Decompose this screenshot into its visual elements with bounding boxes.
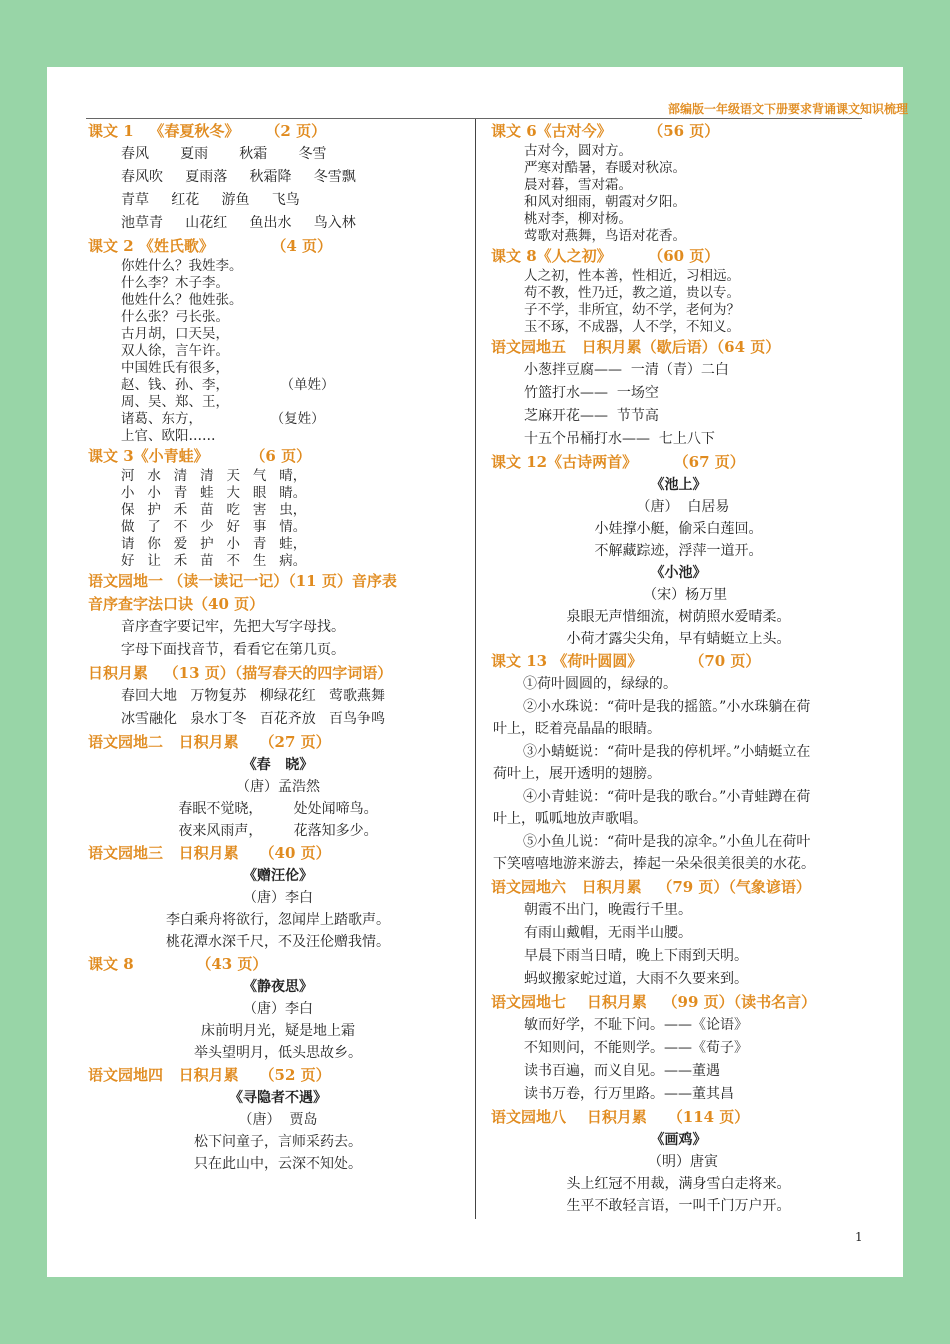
poem-author: （唐）李白 bbox=[243, 890, 313, 906]
paragraph-line: ③小蜻蜓说：“荷叶是我的停机坪。”小蜻蜓立在 bbox=[523, 743, 811, 760]
section-heading: 课文 8 （43 页） bbox=[88, 955, 268, 973]
poem-author: （宋）杨万里 bbox=[629, 587, 728, 603]
page-number: 1 bbox=[855, 1230, 863, 1244]
paragraph-line: 下笑嘻嘻地游来游去，捧起一朵朵很美很美的水花。 bbox=[493, 856, 815, 872]
poem-line: 小荷才露尖尖角，早有蜻蜓立上头。 bbox=[566, 631, 791, 647]
text-line: 蚂蚁搬家蛇过道，大雨不久要来到。 bbox=[524, 970, 748, 987]
section-heading: 语文园地七 日积月累 （99 页）（读书名言） bbox=[491, 992, 817, 1011]
poem-title: 《池上》 bbox=[650, 477, 707, 493]
paragraph-line: 叶上，呱呱地放声歌唱。 bbox=[493, 811, 647, 827]
text-line: 桃对李，柳对杨。 bbox=[524, 211, 632, 227]
poem-title: 《赠汪伦》 bbox=[243, 868, 313, 884]
poem-title: 《小池》 bbox=[650, 565, 707, 581]
section-heading: 语文园地六 日积月累 （79 页）（气象谚语） bbox=[491, 877, 811, 896]
poem-line: 李白乘舟将欲行，忽闻岸上踏歌声。 bbox=[166, 912, 390, 928]
section-heading: 语文园地八 日积月累 （114 页） bbox=[491, 1107, 750, 1126]
text-line: 他姓什么？他姓张。 bbox=[121, 292, 243, 308]
text-line: 春风吹 夏雨落 秋霜降 冬雪飘 bbox=[121, 169, 356, 185]
paragraph-line: ⑤小鱼儿说：“荷叶是我的凉伞。”小鱼儿在荷叶 bbox=[523, 833, 811, 850]
poem-line: 头上红冠不用裁，满身雪白走将来。 bbox=[566, 1175, 791, 1192]
text-line: 周、吴、郑、王， bbox=[121, 394, 229, 410]
text-line: 字母下面找音节，看看它在第几页。 bbox=[121, 642, 345, 658]
text-line: 你姓什么？我姓李。 bbox=[121, 258, 243, 274]
text-line: 古月胡，口天吴， bbox=[121, 326, 229, 342]
section-heading: 音序查字法口诀（40 页） bbox=[88, 595, 265, 613]
section-heading: 课文 12《古诗两首》 （67 页） bbox=[491, 453, 745, 471]
section-heading: 语文园地一 （读一读记一记）（11 页）音序表 bbox=[88, 572, 397, 590]
text-line: 晨对暮，雪对霜。 bbox=[524, 177, 632, 193]
section-heading: 日积月累 （13 页）（描写春天的四字词语） bbox=[88, 664, 393, 682]
text-line: 人之初，性本善，性相近，习相远。 bbox=[524, 268, 740, 284]
text-line: 诸葛、东方， （复姓） bbox=[121, 411, 325, 427]
left-column bbox=[88, 120, 468, 1175]
poem-line: 松下问童子，言师采药去。 bbox=[194, 1134, 362, 1150]
section-heading: 课文 3《小青蛙》 （6 页） bbox=[88, 447, 312, 465]
poem-author: （唐） 贾岛 bbox=[238, 1112, 318, 1128]
paragraph-line: ②小水珠说：“荷叶是我的摇篮。”小水珠躺在荷 bbox=[523, 698, 811, 715]
poem-line: 泉眼无声惜细流，树荫照水爱晴柔。 bbox=[566, 609, 791, 625]
text-line: 朝霞不出门，晚霞行千里。 bbox=[524, 901, 692, 918]
section-heading: 语文园地四 日积月累 （52 页） bbox=[88, 1066, 331, 1084]
poem-author: （明）唐寅 bbox=[639, 1153, 718, 1170]
text-line: 双人徐，言午许。 bbox=[121, 343, 229, 359]
column-divider bbox=[475, 119, 476, 1219]
text-line: 河 水 清 清 天 气 晴， bbox=[121, 468, 307, 484]
poem-line: 床前明月光，疑是地上霜 bbox=[201, 1023, 355, 1039]
document-title: 部编版一年级语文下册要求背诵课文知识梳理 bbox=[667, 102, 908, 116]
text-line: 子不学，非所宜，幼不学，老何为？ bbox=[524, 302, 740, 318]
section-heading: 课文 13 《荷叶圆圆》 （70 页） bbox=[491, 652, 761, 670]
right-column bbox=[491, 120, 866, 1217]
text-line: 玉不琢，不成器，人不学，不知义。 bbox=[524, 319, 740, 335]
text-line: 青草 红花 游鱼 飞鸟 bbox=[121, 192, 300, 208]
poem-line: 不解藏踪迹，浮萍一道开。 bbox=[594, 543, 763, 559]
section-heading: 语文园地五 日积月累（歇后语）（64 页） bbox=[491, 338, 781, 356]
text-line: 上官、欧阳…… bbox=[121, 428, 216, 444]
poem-line: 举头望明月，低头思故乡。 bbox=[194, 1045, 362, 1061]
section-heading: 课文 1 《春夏秋冬》 （2 页） bbox=[88, 122, 327, 140]
poem-title: 《画鸡》 bbox=[650, 1131, 707, 1148]
text-line: 春回大地 万物复苏 柳绿花红 莺歌燕舞 bbox=[121, 688, 386, 704]
text-line: 不知则问，不能则学。——《荀子》 bbox=[524, 1039, 748, 1056]
section-heading: 课文 8《人之初》 （60 页） bbox=[491, 247, 720, 265]
text-line: 请 你 爱 护 小 青 蛙， bbox=[121, 536, 307, 552]
text-line: 严寒对酷暑，春暖对秋凉。 bbox=[524, 160, 686, 176]
section-heading: 课文 2 《姓氏歌》 （4 页） bbox=[88, 237, 332, 255]
text-line: 好 让 禾 苗 不 生 病。 bbox=[121, 553, 307, 569]
text-line: 早晨下雨当日晴，晚上下雨到天明。 bbox=[524, 947, 748, 964]
section-heading: 语文园地三 日积月累 （40 页） bbox=[88, 844, 331, 862]
text-line: 小葱拌豆腐—— 一清（青）二白 bbox=[524, 362, 729, 378]
text-line: 春风 夏雨 秋霜 冬雪 bbox=[121, 146, 327, 162]
poem-line: 生平不敢轻言语，一叫千门万户开。 bbox=[566, 1197, 791, 1214]
poem-title: 《寻隐者不遇》 bbox=[229, 1090, 327, 1106]
text-line: 读书万卷，行万里路。——董其昌 bbox=[524, 1085, 734, 1102]
paragraph-line: 叶上，眨着亮晶晶的眼睛。 bbox=[493, 721, 661, 737]
text-line: 赵、钱、孙、李， （单姓） bbox=[121, 377, 335, 393]
text-line: 保 护 禾 苗 吃 害 虫， bbox=[121, 502, 307, 518]
text-line: 敏而好学，不耻下问。——《论语》 bbox=[524, 1016, 748, 1033]
poem-line: 夜来风雨声， 花落知多少。 bbox=[178, 823, 378, 839]
section-heading: 语文园地二 日积月累 （27 页） bbox=[88, 733, 331, 751]
title-divider bbox=[86, 118, 862, 119]
text-line: 池草青 山花红 鱼出水 鸟入林 bbox=[121, 215, 356, 231]
text-line: 十五个吊桶打水—— 七上八下 bbox=[524, 431, 715, 447]
text-line: 古对今，圆对方。 bbox=[524, 143, 632, 159]
paragraph-line: ①荷叶圆圆的，绿绿的。 bbox=[523, 676, 677, 692]
text-line: 和风对细雨，朝霞对夕阳。 bbox=[524, 194, 686, 210]
poem-line: 只在此山中，云深不知处。 bbox=[194, 1156, 362, 1172]
paragraph-line: 荷叶上，展开透明的翅膀。 bbox=[493, 766, 661, 782]
poem-title: 《静夜思》 bbox=[243, 979, 313, 995]
poem-line: 桃花潭水深千尺，不及汪伦赠我情。 bbox=[166, 934, 390, 950]
text-line: 什么李？木子李。 bbox=[121, 275, 229, 291]
text-line: 中国姓氏有很多， bbox=[121, 360, 229, 376]
text-line: 读书百遍，而义自见。——董遇 bbox=[524, 1062, 720, 1079]
text-line: 竹篮打水—— 一场空 bbox=[524, 385, 659, 401]
text-line: 莺歌对燕舞，鸟语对花香。 bbox=[524, 228, 686, 244]
text-line: 有雨山戴帽，无雨半山腰。 bbox=[524, 924, 692, 941]
text-line: 小 小 青 蛙 大 眼 睛。 bbox=[121, 485, 307, 501]
poem-author: （唐）李白 bbox=[243, 1001, 313, 1017]
poem-line: 春眠不觉晓， 处处闻啼鸟。 bbox=[178, 801, 378, 817]
paragraph-line: ④小青蛙说：“荷叶是我的歌台。”小青蛙蹲在荷 bbox=[523, 788, 811, 805]
text-line: 音序查字要记牢，先把大写字母找。 bbox=[121, 619, 345, 635]
poem-author: （唐） 白居易 bbox=[627, 499, 730, 515]
poem-author: （唐）孟浩然 bbox=[236, 779, 320, 795]
poem-line: 小娃撑小艇，偷采白莲回。 bbox=[594, 521, 763, 537]
text-line: 芝麻开花—— 节节高 bbox=[524, 408, 659, 424]
poem-title: 《春 晓》 bbox=[242, 757, 314, 773]
text-line: 做 了 不 少 好 事 情。 bbox=[121, 519, 307, 535]
text-line: 冰雪融化 泉水丁冬 百花齐放 百鸟争鸣 bbox=[121, 711, 386, 727]
section-heading: 课文 6《古对今》 （56 页） bbox=[491, 122, 720, 140]
text-line: 什么张？弓长张。 bbox=[121, 309, 229, 325]
text-line: 苟不教，性乃迁，教之道，贵以专。 bbox=[524, 285, 740, 301]
